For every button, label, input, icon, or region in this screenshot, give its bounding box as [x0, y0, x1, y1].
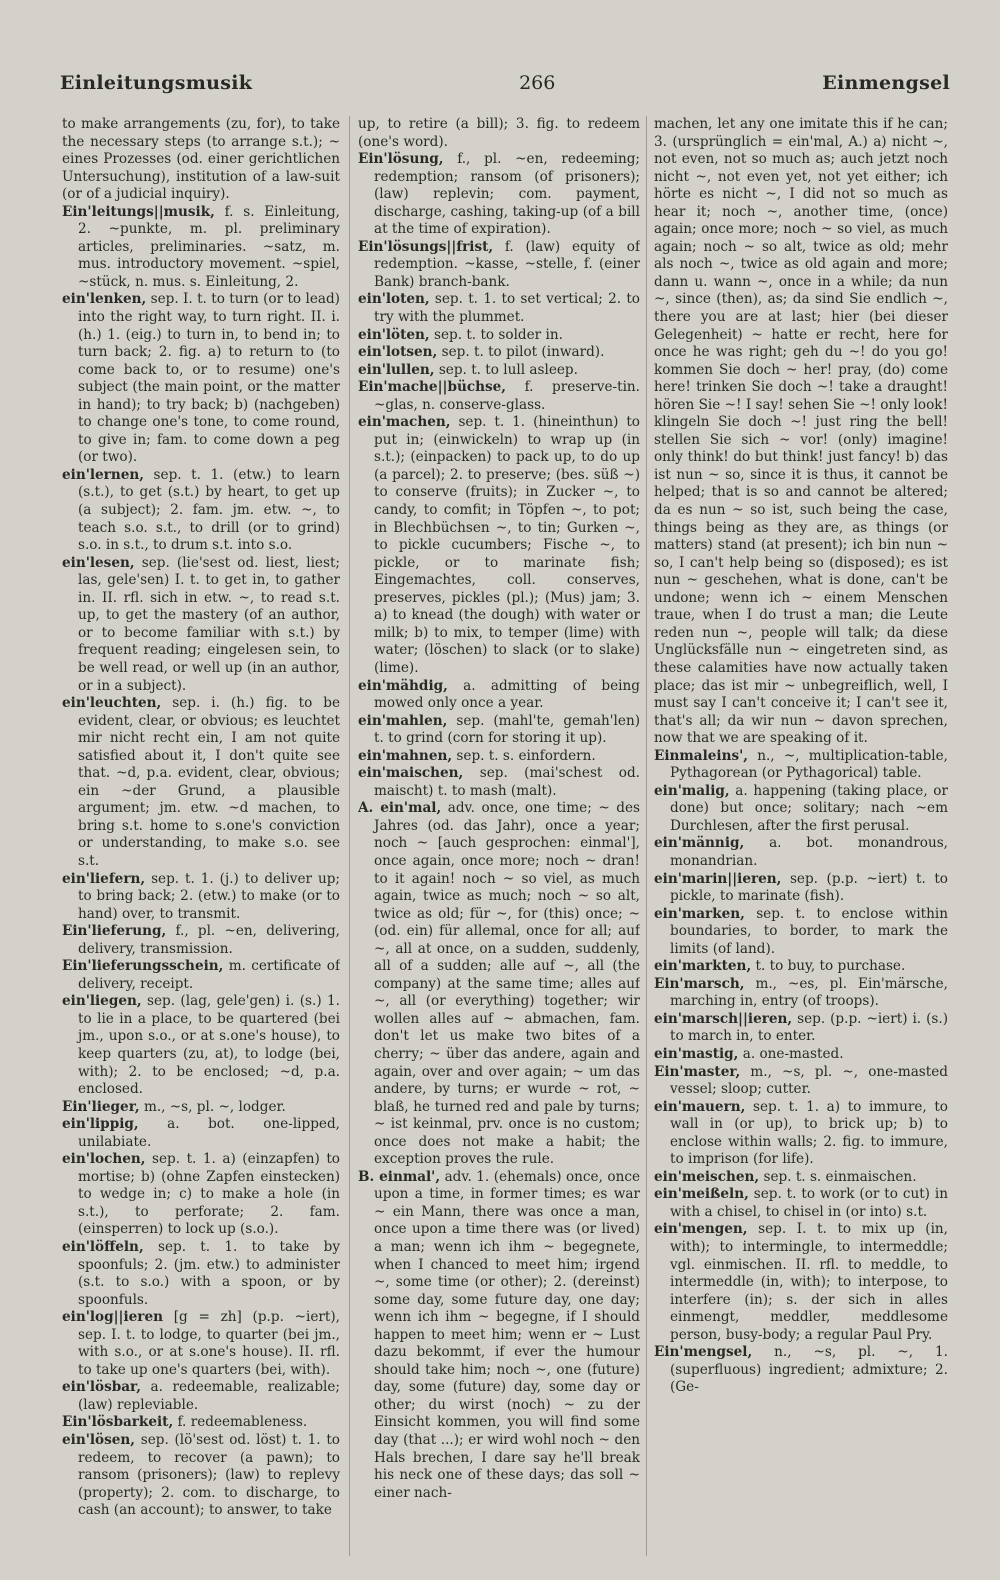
dictionary-entry: [358, 414, 640, 677]
dictionary-entry: [62, 1239, 340, 1309]
definition-text: to make arrangements (zu, for), to take the necessary steps (to arrange s.t.); ~ eines Prozesses (od. einer gerichtlichen Untersuchung), institution of a law-suit (or of a judicial inquiry).: [62, 116, 340, 203]
headword: ein'lotsen,: [358, 344, 438, 361]
headword: ein'lippig,: [62, 1116, 139, 1133]
dictionary-entry: [654, 958, 948, 976]
definition-text: sep. (lie'sest od. liest, liest; las, gele'sen) I. t. to get in, to gather in. II. rfl. sich in etw. ~, to read s.t. up, to get the mastery (of an author, or to become familiar with s.t.) by frequent reading; eingelesen sein, to be well read, or well up (in an author, or in a subject).: [78, 554, 340, 694]
headword: ein'löten,: [358, 326, 430, 343]
dictionary-entry: [654, 1046, 948, 1064]
headword: ein'marin||ieren,: [654, 870, 782, 887]
definition-text: m., ~s, pl. ~, one-masted vessel; sloop; cutter.: [670, 1063, 948, 1098]
definition-text: f. preserve-tin. ~glas, n. conserve-glass.: [374, 379, 640, 413]
dictionary-entry: [62, 1414, 340, 1432]
definition-text: sep. t. to enclose within boundaries, to border, to mark the limits (of land).: [670, 905, 948, 957]
headword: ein'mengen,: [654, 1221, 748, 1238]
column-left: [62, 116, 340, 1558]
headword: ein'männig,: [654, 835, 745, 852]
dictionary-entry: [654, 835, 948, 870]
headword: Ein'lösbarkeit,: [62, 1414, 174, 1431]
headword: ein'meißeln,: [654, 1186, 749, 1203]
headword: ein'liefern,: [62, 870, 146, 887]
headword: ein'maischen,: [358, 765, 464, 782]
dictionary-entry: [654, 1169, 948, 1187]
entry-continuation: [62, 116, 340, 204]
definition-text: f., pl. ~en, delivering, delivery, transmission.: [78, 923, 340, 957]
headword: ein'mastig,: [654, 1045, 739, 1062]
definition-text: f., pl. ~en, redeeming; redemption; ransom (of prisoners); (law) replevin; com. payment, discharge, cashing, taking-up (of a bill at the time of expiration).: [374, 151, 640, 238]
headword: Ein'lieger,: [62, 1098, 140, 1115]
headword: Ein'leitungs||musik,: [62, 203, 215, 220]
definition-text: sep. i. (h.) fig. to be evident, clear, or obvious; es leuchtet mir nicht recht ein, I am not quite satisfied about it, I don't quite see that. ~d, p.a. evident, clear, obvious; ein ~der Grund, a plausible argument; jm. etw. ~d machen, to bring s.t. home to s.one's conviction or understanding, to make s.o. see s.t.: [78, 695, 340, 869]
dictionary-entry: [654, 1221, 948, 1344]
headword: A. ein'mal,: [358, 800, 442, 817]
dictionary-entry: [62, 467, 340, 555]
headword: ein'mähdig,: [358, 677, 448, 694]
headword: Ein'lieferungsschein,: [62, 958, 224, 975]
dictionary-entry: [654, 976, 948, 1011]
headword: ein'lernen,: [62, 466, 144, 483]
headword: ein'lösbar,: [62, 1379, 141, 1396]
dictionary-entry: [654, 1186, 948, 1221]
definition-text: sep. t. s. einmaischen.: [763, 1168, 917, 1185]
headword: Ein'marsch,: [654, 975, 745, 992]
dictionary-entry: [654, 1099, 948, 1169]
dictionary-entry: [62, 871, 340, 924]
definition-text: m., ~es, pl. Ein'märsche, marching in, entry (of troops).: [670, 975, 948, 1010]
dictionary-entry: [654, 748, 948, 783]
dictionary-entry: [62, 204, 340, 292]
definition-text: [g = zh] (p.p. ~iert), sep. I. t. to lodge, to quarter (bei jm., with s.o., or at s.one's house). II. rfl. to take up one's quarters (bei, with).: [78, 1309, 340, 1378]
column-divider: [646, 116, 647, 1556]
definition-text: sep. t. s. einfordern.: [456, 747, 596, 764]
page-number: 266: [519, 72, 556, 94]
dictionary-entry: [654, 1064, 948, 1099]
definition-text: a. bot. one-lipped, unilabiate.: [78, 1116, 340, 1150]
definition-text: t. to buy, to purchase.: [755, 958, 906, 975]
definition-text: sep. (lö'sest od. löst) t. 1. to redeem, to recover (a pawn); to ransom (prisoners); (law) to replevy (property); 2. com. to discharge, to cash (an account); to answer, to take: [78, 1432, 340, 1519]
left-guide-word: Einleitungsmusik: [60, 72, 253, 94]
dictionary-entry: [358, 291, 640, 326]
right-guide-word: Einmengsel: [822, 72, 950, 94]
dictionary-entry: [654, 783, 948, 836]
headword: Ein'lösungs||frist,: [358, 238, 494, 255]
dictionary-entry: [62, 958, 340, 993]
headword: ein'mahnen,: [358, 747, 453, 764]
dictionary-entry: [358, 713, 640, 748]
headword: ein'lösen,: [62, 1432, 136, 1449]
headword: ein'markten,: [654, 958, 752, 975]
headword: ein'leuchten,: [62, 695, 162, 712]
definition-text: adv. 1. (ehemals) once, once upon a time, in former times; es war ~ ein Mann, there was once a man, once upon a time there was (or lived) a man; wenn ich ihm ~ begegnete, when I chanced to meet him; irgend ~, some time (or other); 2. (dereinst) some day, some future day, one day; wenn ich ihm ~ begegne, if I should happen to meet him; wenn er ~ Lust dazu bekommt, if ever the humour should take him; noch ~, one (future) day, some (future) day, some day or other; du wirst (noch) ~ zu der Einsicht kommen, you will find some day (that ...); er wird wohl noch ~ den Hals brechen, I dare say he'll break his neck one of these days; das soll ~ einer nach-: [374, 1168, 640, 1501]
headword: ein'lullen,: [358, 361, 435, 378]
dictionary-entry: [358, 800, 640, 1168]
definition-text: sep. t. 1. (j.) to deliver up; to bring back; 2. (etw.) to make (or to hand) over, to transmit.: [78, 870, 340, 922]
column-right: [654, 116, 948, 1558]
definition-text: f. redeemableness.: [177, 1414, 308, 1431]
headword: Ein'lieferung,: [62, 923, 167, 940]
headword: B. einmal',: [358, 1168, 441, 1185]
dictionary-entry: [358, 362, 640, 380]
dictionary-entry: [62, 695, 340, 870]
headword: ein'marken,: [654, 905, 745, 922]
dictionary-entry: [358, 748, 640, 766]
definition-text: sep. I. t. to turn (or to lead) into the right way, to turn right. II. i. (h.) 1. (eig.) to turn in, to bend in; to turn back; 2. fig. a) to return to (to come back to, or to resume) one's subject (the main point, or the matter in hand); to try back; b) (nachgeben) to change one's tone, to come round, to give in; fam. to come down a peg (or two).: [78, 291, 340, 466]
dictionary-entry: [654, 871, 948, 906]
definition-text: sep. t. to work (or to cut) in with a chisel, to chisel in (or into) s.t.: [670, 1186, 948, 1220]
definition-text: machen, let any one imitate this if he can; 3. (ursprünglich = ein'mal, A.) a) nicht ~, not even, not so much as; auch jetzt noch nicht ~, not even yet, not yet either; ich hörte es nicht ~, I did not so much as hear it; noch ~, another time, (once) again; once more; noch ~ so viel, as much again; noch ~ so alt, twice as old; mehr als noch ~, twice as old again and more; dann u. wann ~, once in a while; da nun ~, since (then), as; da sind Sie endlich ~, there you are at last; hier (bei dieser Gelegenheit) ~ hatte er recht, here for once he was right; geh du ~! do you go! kommen Sie doch ~ her! pray, (do) come here! trinken Sie doch ~! take a draught! hören Sie ~! I say! sehen Sie ~! only look! klingeln Sie doch ~! just ring the bell! stellen Sie sich ~ vor! (only) imagine! only think! do but think! just fancy! b) das ist nun ~ so, since it is thus, it cannot be helped; that is so and cannot be altered; da es nun ~ so ist, such being the case, things being as they are, as things (or matters) stand (at present); ich bin nun ~ so, I can't help being so (disposed); es ist nun ~ geschehen, what is done, can't be undone; wenn ich ~ einem Menschen traue, when I do trust a man; die Leute reden nun ~, people will talk; da diese Unglücksfälle nun ~ eingetreten sind, as these calamities have now actually taken place; das ist mir ~ unbegreiflich, well, I must say I can't conceive it; I can't see it, that's all; da wir nun ~ davon sprechen, now that we are speaking of it.: [654, 116, 948, 747]
definition-text: adv. once, one time; ~ des Jahres (od. das Jahr), once a year; noch ~ [auch gesprochen: einmal'], once again, once more; noch ~ dran! to it again! noch ~ so viel, as much again, twice as much; noch ~ so alt, twice as old; für ~, for (this) once; ~ (od. ein) für allemal, once for all; auf ~, all at once, on a sudden, suddenly, all of a sudden; alle auf ~, all (the company) at the same time; alles auf ~, all (or everything) together; wir wollen alles auf ~ abmachen, fam. don't let us make two bites of a cherry; ~ über das andere, again and again, over and over again; ~ um das andere, by turns; er wurde ~ rot, ~ blaß, he turned red and pale by turns; ~ ist keinmal, prv. once is no custom; once does not make a habit; the exception proves the rule.: [374, 800, 640, 1168]
dictionary-entry: [62, 1309, 340, 1379]
headword: ein'löffeln,: [62, 1239, 144, 1255]
definition-text: sep. t. 1. (etw.) to learn (s.t.), to get (s.t.) by heart, to get up (a subject); 2. fam. jm. etw. ~, to teach s.o. s.t., to drill (or to grind) s.o. in s.t., to drum s.t. into s.o.: [78, 466, 340, 554]
definition-text: sep. t. to lull asleep.: [438, 361, 578, 378]
dictionary-entry: [654, 906, 948, 959]
definition-text: sep. t. 1. to set vertical; 2. to try with the plummet.: [374, 291, 640, 326]
definition-text: f. s. Einleitung, 2. ~punkte, m. pl. preliminary articles, preliminaries. ~satz, m. mus. introductory movement. ~spiel, ~stück, n. mus. s. Einleitung, 2.: [78, 203, 340, 290]
headword: ein'lochen,: [62, 1151, 146, 1168]
headword: Einmaleins',: [654, 747, 749, 764]
definition-text: sep. (p.p. ~iert) i. (s.) to march in, to enter.: [670, 1010, 948, 1045]
dictionary-entry: [62, 1379, 340, 1414]
definition-text: f. (law) equity of redemption. ~kasse, ~stelle, f. (einer Bank) branch-bank.: [374, 238, 640, 290]
dictionary-entry: [62, 555, 340, 695]
dictionary-entry: [62, 1432, 340, 1520]
entry-continuation: [654, 116, 948, 748]
dictionary-entry: [358, 344, 640, 362]
headword: ein'mahlen,: [358, 712, 448, 729]
definition-text: sep. t. 1. to take by spoonfuls; 2. (jm. etw.) to administer (s.t. to s.o.) with a spoon, or by spoonfuls.: [78, 1239, 340, 1308]
definition-text: sep. (lag, gele'gen) i. (s.) 1. to lie in a place, to be quartered (bei jm., upon s.o., or at s.one's house), to keep quarters (zu, at), to lodge (bei, with); 2. to be enclosed; ~d, p.a. enclosed.: [78, 993, 340, 1098]
headword: ein'loten,: [358, 291, 430, 308]
headword: Ein'mache||büchse,: [358, 379, 507, 396]
column-middle: [358, 116, 640, 1558]
headword: ein'machen,: [358, 414, 451, 431]
headword: ein'mauern,: [654, 1098, 746, 1115]
dictionary-entry: [358, 379, 640, 414]
definition-text: m., ~s, pl. ~, lodger.: [143, 1098, 286, 1115]
column-divider: [349, 116, 350, 1556]
dictionary-entry: [62, 993, 340, 1098]
definition-text: a. one-masted.: [742, 1045, 844, 1062]
dictionary-entry: [358, 1169, 640, 1502]
definition-text: m. certificate of delivery, receipt.: [78, 958, 340, 992]
definition-text: sep. I. t. to mix up (in, with); to intermingle, to intermeddle; vgl. einmischen. II. rfl. to meddle, to intermeddle (in, with); to interpose, to interfere (in); s. der sich in alles einmengt, meddler, meddlesome person, busy-body; a regular Paul Pry.: [670, 1221, 948, 1343]
definition-text: sep. t. 1. a) (einzapfen) to mortise; b) (ohne Zapfen einstecken) to wedge in; c) to make a hole (in s.t.), to perforate; 2. fam. (einsperren) to lock up (s.o.).: [78, 1151, 340, 1238]
headword: Ein'lösung,: [358, 151, 444, 168]
dictionary-entry: [62, 1099, 340, 1117]
headword: ein'log||ieren: [62, 1309, 163, 1326]
definition-text: sep. (mahl'te, gemah'len) t. to grind (corn for storing it up).: [374, 712, 640, 747]
definition-text: sep. t. to pilot (inward).: [441, 344, 605, 361]
headword: Ein'master,: [654, 1063, 741, 1080]
definition-text: sep. (p.p. ~iert) t. to pickle, to marinate (fish).: [670, 870, 948, 905]
definition-text: a. happening (taking place, or done) but once; solitary; nach ~em Durchlesen, after the first perusal.: [670, 782, 948, 834]
dictionary-entry: [654, 1344, 948, 1397]
entry-continuation: [358, 116, 640, 151]
dictionary-entry: [62, 1151, 340, 1239]
headword: ein'malig,: [654, 782, 730, 799]
dictionary-entry: [654, 1011, 948, 1046]
definition-text: sep. (mai'schest od. maischt) t. to mash (malt).: [374, 765, 640, 799]
dictionary-entry: [62, 1116, 340, 1151]
headword: ein'liegen,: [62, 993, 142, 1010]
headword: ein'lesen,: [62, 554, 135, 571]
definition-text: up, to retire (a bill); 3. fig. to redeem (one's word).: [358, 116, 640, 150]
definition-text: n., ~s, pl. ~, 1. (superfluous) ingredient; admixture; 2. (Ge-: [670, 1344, 948, 1396]
dictionary-entry: [358, 678, 640, 713]
headword: ein'lenken,: [62, 291, 147, 308]
dictionary-entry: [62, 923, 340, 958]
dictionary-entry: [358, 327, 640, 345]
definition-text: a. bot. monandrous, monandrian.: [670, 835, 948, 869]
headword: ein'marsch||ieren,: [654, 1010, 793, 1027]
definition-text: a. admitting of being mowed only once a year.: [374, 677, 640, 712]
dictionary-entry: [62, 291, 340, 466]
dictionary-entry: [358, 239, 640, 292]
definition-text: sep. t. 1. a) to immure, to wall in (or up), to brick up; b) to enclose within walls; 2. fig. to immure, to imprison (for life).: [670, 1098, 948, 1168]
dictionary-entry: [358, 765, 640, 800]
page-header: [60, 62, 950, 94]
definition-text: a. redeemable, realizable; (law) repleviable.: [78, 1379, 340, 1413]
definition-text: sep. t. 1. (hineinthun) to put in; (einwickeln) to wrap up (in s.t.); (einpacken) to pack up, to do up (a parcel); 2. to preserve; (bes. süß ~) to conserve (fruits); in Zucker ~, to candy, to comfit; in Töpfen ~, to pot; in Blechbüchsen ~, to tin; Gurken ~, to pickle cucumbers; Fische ~, to pickle, or to marinate fish; Eingemachtes, coll. conserves, preserves, pickles (pl.); (Mus) jam; 3. a) to knead (the dough) with water or milk; b) to mix, to temper (lime) with water; (löschen) to slack (or to slake) (lime).: [374, 414, 640, 676]
definition-text: n., ~, multiplication-table, Pythagorean (or Pythagorical) table.: [670, 747, 948, 782]
dictionary-entry: [358, 151, 640, 239]
headword: Ein'mengsel,: [654, 1344, 753, 1361]
definition-text: sep. t. to solder in.: [433, 326, 563, 343]
headword: ein'meischen,: [654, 1168, 760, 1185]
